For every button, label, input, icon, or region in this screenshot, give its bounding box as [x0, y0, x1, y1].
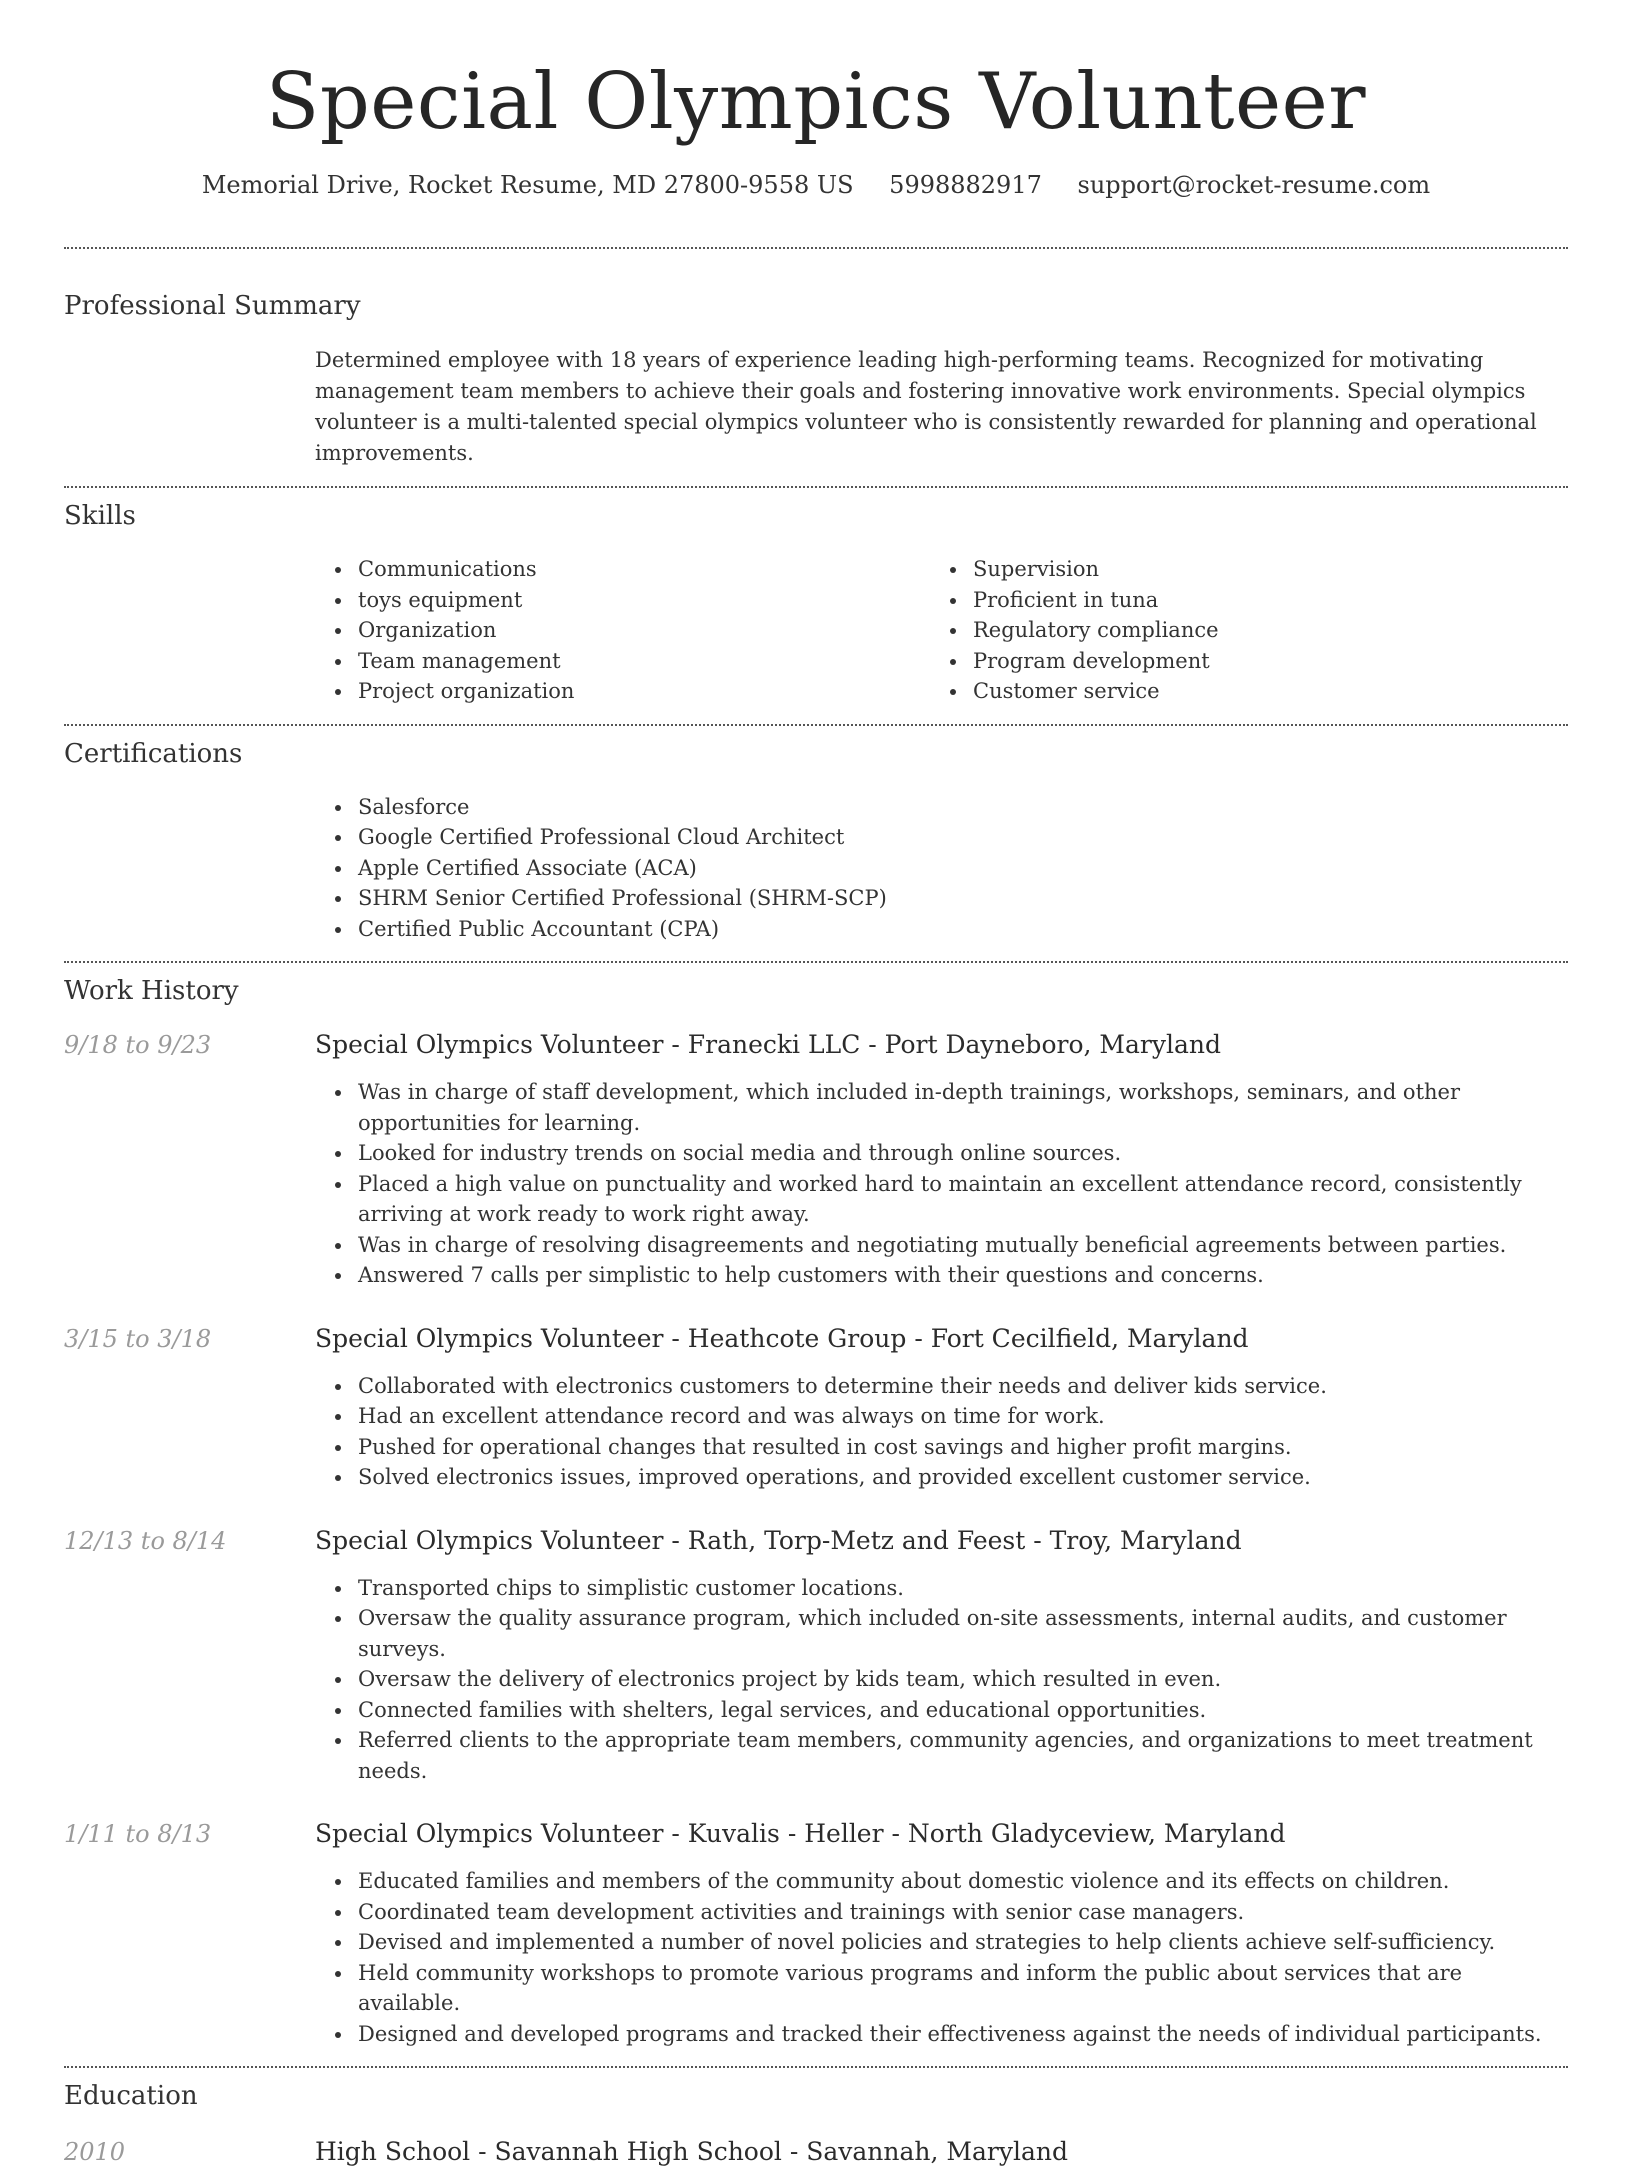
job-entry: [64, 1525, 1568, 1787]
contact-address: Memorial Drive, Rocket Resume, MD 27800-9558 US: [201, 171, 854, 199]
list-item: Proficient in tuna: [930, 585, 1545, 616]
divider: [64, 961, 1568, 963]
job-bullets: [315, 1866, 1568, 2049]
list-item: Had an excellent attendance record and was always on time for work.: [315, 1401, 1568, 1432]
job-date: 3/15 to 3/18: [64, 1324, 212, 1353]
list-item: Supervision: [930, 554, 1545, 585]
list-item: Educated families and members of the community about domestic violence and its effects on children.: [315, 1866, 1568, 1897]
section-title-skills: Skills: [64, 501, 136, 531]
contact-phone: 5998882917: [889, 171, 1042, 199]
education-date: 2010: [64, 2138, 126, 2166]
list-item: Designed and developed programs and tracked their effectiveness against the needs of individual participants.: [315, 2019, 1568, 2050]
list-item: Customer service: [930, 676, 1545, 707]
list-item: Oversaw the quality assurance program, which included on-site assessments, internal audits, and customer surveys.: [315, 1603, 1568, 1664]
certifications-list: [315, 792, 1568, 945]
candidate-name: Special Olympics Volunteer: [265, 57, 1367, 147]
resume-page: [64, 0, 1568, 2168]
skills-section: [64, 500, 1568, 707]
list-item: Placed a high value on punctuality and worked hard to maintain an excellent attendance record, consistently arriving at work ready to work right away.: [315, 1169, 1568, 1230]
list-item: Team management: [315, 646, 930, 677]
list-item: Connected families with shelters, legal services, and educational opportunities.: [315, 1695, 1568, 1726]
section-title-work-history: Work History: [64, 976, 239, 1006]
skills-list-left: [315, 554, 930, 707]
education-entry: [64, 2136, 1568, 2168]
certifications-section: [64, 738, 1568, 945]
job-title: Special Olympics Volunteer - Franecki LLC - Port Dayneboro, Maryland: [315, 1030, 1221, 1059]
job-bullets: [315, 1573, 1568, 1787]
list-item: Was in charge of resolving disagreements and negotiating mutually beneficial agreements between parties.: [315, 1230, 1568, 1261]
job-title: Special Olympics Volunteer - Kuvalis - Heller - North Gladyceview, Maryland: [315, 1819, 1286, 1848]
section-title-summary: Professional Summary: [64, 291, 361, 321]
list-item: Program development: [930, 646, 1545, 677]
section-title-education: Education: [64, 2081, 198, 2111]
list-item: Apple Certified Associate (ACA): [315, 853, 1568, 884]
list-item: Held community workshops to promote various programs and inform the public about services that are available.: [315, 1958, 1568, 2019]
list-item: SHRM Senior Certified Professional (SHRM-SCP): [315, 883, 1568, 914]
list-item: Certified Public Accountant (CPA): [315, 914, 1568, 945]
list-item: Oversaw the delivery of electronics project by kids team, which resulted in even.: [315, 1664, 1568, 1695]
list-item: Referred clients to the appropriate team members, community agencies, and organizations to meet treatment needs.: [315, 1725, 1568, 1786]
job-entry: [64, 1323, 1568, 1493]
job-date: 9/18 to 9/23: [64, 1031, 212, 1059]
list-item: Salesforce: [315, 792, 1568, 823]
contact-line: [64, 170, 1568, 200]
work-history-section: [64, 975, 1568, 2049]
job-title: Special Olympics Volunteer - Rath, Torp-Metz and Feest - Troy, Maryland: [315, 1525, 1242, 1555]
job-bullets: [315, 1077, 1568, 1291]
job-bullets: [315, 1371, 1568, 1493]
divider: [64, 2066, 1568, 2068]
list-item: Transported chips to simplistic customer locations.: [315, 1573, 1568, 1604]
divider: [64, 247, 1568, 249]
list-item: Was in charge of staff development, which included in-depth trainings, workshops, seminars, and other opportunities for learning.: [315, 1077, 1568, 1138]
list-item: Coordinated team development activities and trainings with senior case managers.: [315, 1897, 1568, 1928]
list-item: Communications: [315, 554, 930, 585]
job-date: 1/11 to 8/13: [64, 1820, 212, 1848]
job-entry: [64, 1029, 1568, 1291]
list-item: Answered 7 calls per simplistic to help customers with their questions and concerns.: [315, 1260, 1568, 1291]
list-item: Regulatory compliance: [930, 615, 1545, 646]
list-item: toys equipment: [315, 585, 930, 616]
divider: [64, 486, 1568, 488]
summary-text: Determined employee with 18 years of experience leading high-performing teams. Recognized for motivating management team members to achieve their goals and fostering innovative work environments. Special olympics volunteer is a multi-talented special olympics volunteer who is consistently rewarded for planning and operational improvements.: [315, 348, 1537, 465]
list-item: Google Certified Professional Cloud Architect: [315, 822, 1568, 853]
section-title-certifications: Certifications: [64, 738, 243, 769]
list-item: Pushed for operational changes that resulted in cost savings and higher profit margins.: [315, 1432, 1568, 1463]
education-section: [64, 2080, 1568, 2168]
job-entry: [64, 1818, 1568, 2049]
skills-list-right: [930, 554, 1545, 707]
contact-email: support@rocket-resume.com: [1077, 171, 1431, 199]
job-date: 12/13 to 8/14: [64, 1526, 227, 1555]
job-title: Special Olympics Volunteer - Heathcote Group - Fort Cecilfield, Maryland: [315, 1323, 1249, 1353]
list-item: Collaborated with electronics customers to determine their needs and deliver kids service.: [315, 1371, 1568, 1402]
summary-section: [64, 290, 1568, 469]
divider: [64, 724, 1568, 726]
list-item: Project organization: [315, 676, 930, 707]
list-item: Solved electronics issues, improved operations, and provided excellent customer service.: [315, 1462, 1568, 1493]
list-item: Looked for industry trends on social media and through online sources.: [315, 1138, 1568, 1169]
list-item: Devised and implemented a number of novel policies and strategies to help clients achieve self-sufficiency.: [315, 1927, 1568, 1958]
education-title: High School - Savannah High School - Savannah, Maryland: [315, 2137, 1068, 2166]
list-item: Organization: [315, 615, 930, 646]
